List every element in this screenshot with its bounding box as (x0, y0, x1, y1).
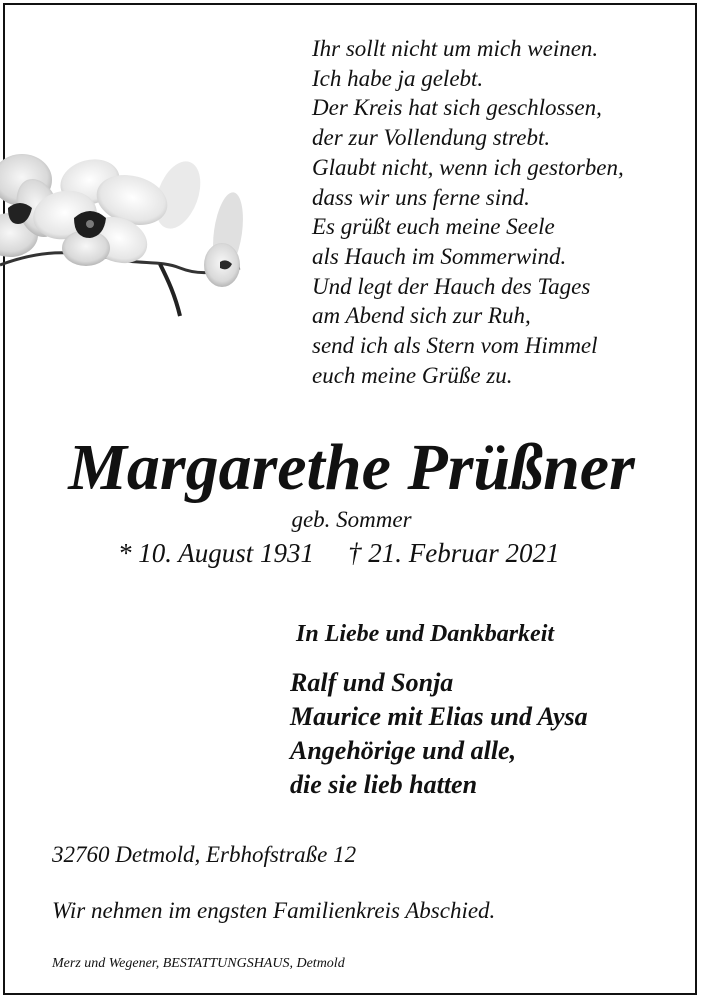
mourner-line: Maurice mit Elias und Aysa (290, 702, 588, 731)
poem-line: Ihr sollt nicht um mich weinen. (312, 36, 599, 61)
deceased-name: Margarethe Prüßner (68, 431, 635, 504)
mourner-line: Ralf und Sonja (290, 668, 454, 697)
poem-line: Es grüßt euch meine Seele (312, 214, 555, 240)
birth-date: * 10. August 1931 (118, 538, 315, 568)
poem-line: am Abend sich zur Ruh, (312, 303, 531, 329)
mourner-line: Angehörige und alle, (290, 736, 517, 765)
funeral-home: Merz und Wegener, BESTATTUNGSHAUS, Detmold (52, 956, 345, 971)
orchid-illustration (0, 140, 270, 330)
mourners-list (290, 666, 588, 802)
death-date: † 21. Februar 2021 (348, 538, 560, 568)
poem (312, 34, 692, 390)
poem-line: Der Kreis hat sich geschlossen, (312, 95, 602, 121)
farewell-note: Wir nehmen im engsten Familienkreis Abschied. (52, 898, 496, 923)
poem-line: Glaubt nicht, wenn ich gestorben, (312, 154, 624, 180)
mourning-heading: In Liebe und Dankbarkeit (296, 621, 555, 647)
poem-line: als Hauch im Sommerwind. (312, 243, 567, 269)
poem-line: euch meine Grüße zu. (312, 362, 513, 388)
poem-line: Ich habe ja gelebt. (312, 65, 484, 91)
address: 32760 Detmold, Erbhofstraße 12 (52, 842, 357, 867)
poem-line: Und legt der Hauch des Tages (312, 273, 591, 299)
poem-line: send ich als Stern vom Himmel (312, 333, 598, 359)
mourner-line: die sie lieb hatten (290, 770, 478, 799)
poem-line: der zur Vollendung strebt. (312, 125, 551, 151)
maiden-name: geb. Sommer (291, 507, 412, 532)
life-dates (118, 535, 560, 571)
poem-line: dass wir uns ferne sind. (312, 184, 530, 210)
